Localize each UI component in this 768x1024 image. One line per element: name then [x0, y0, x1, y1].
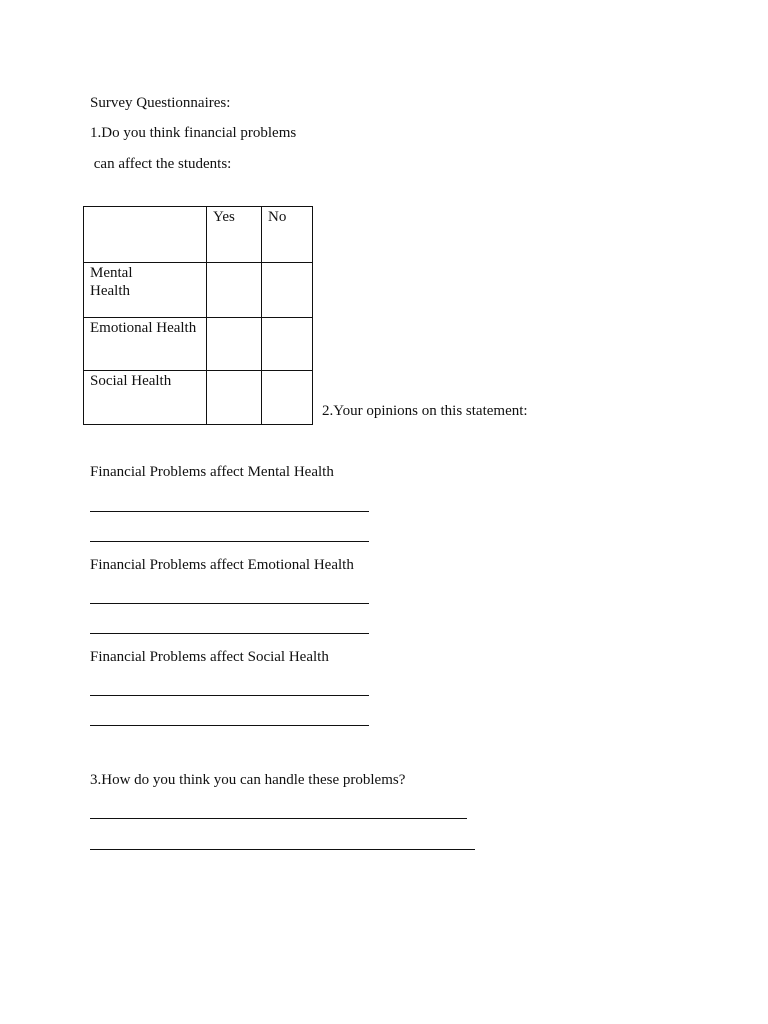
question-1-line-2: can affect the students: — [90, 156, 232, 172]
emotional-health-no-cell[interactable] — [262, 318, 313, 371]
statement-mental-health: Financial Problems affect Mental Health — [90, 464, 334, 480]
statement-emotional-health: Financial Problems affect Emotional Health — [90, 557, 354, 573]
answer-line-emotional-2[interactable] — [90, 633, 369, 634]
table-row-mental-health — [84, 263, 313, 318]
table-header-yes: Yes — [207, 207, 262, 263]
table-row-social-health — [84, 371, 313, 425]
answer-line-mental-1[interactable] — [90, 511, 369, 512]
table-header-blank — [84, 207, 207, 263]
answer-line-mental-2[interactable] — [90, 541, 369, 542]
answer-line-social-2[interactable] — [90, 725, 369, 726]
row-label-mental-health: Mental Health — [84, 263, 207, 318]
mental-health-no-cell[interactable] — [262, 263, 313, 318]
social-health-no-cell[interactable] — [262, 371, 313, 425]
table-header-row — [84, 207, 313, 263]
table-header-no: No — [262, 207, 313, 263]
social-health-yes-cell[interactable] — [207, 371, 262, 425]
question-3-prompt: 3.How do you think you can handle these problems? — [90, 772, 406, 788]
row-label-emotional-health: Emotional Health — [84, 318, 207, 371]
statement-social-health: Financial Problems affect Social Health — [90, 649, 329, 665]
answer-line-q3-1[interactable] — [90, 818, 467, 819]
answer-line-social-1[interactable] — [90, 695, 369, 696]
table-row-emotional-health — [84, 318, 313, 371]
answer-line-q3-2[interactable] — [90, 849, 475, 850]
emotional-health-yes-cell[interactable] — [207, 318, 262, 371]
row-label-social-health: Social Health — [84, 371, 207, 425]
survey-heading: Survey Questionnaires: — [90, 95, 231, 111]
question-2-prompt: 2.Your opinions on this statement: — [322, 403, 528, 419]
health-effects-table — [83, 206, 313, 425]
answer-line-emotional-1[interactable] — [90, 603, 369, 604]
mental-health-yes-cell[interactable] — [207, 263, 262, 318]
question-1-line-1: 1.Do you think financial problems — [90, 125, 297, 141]
